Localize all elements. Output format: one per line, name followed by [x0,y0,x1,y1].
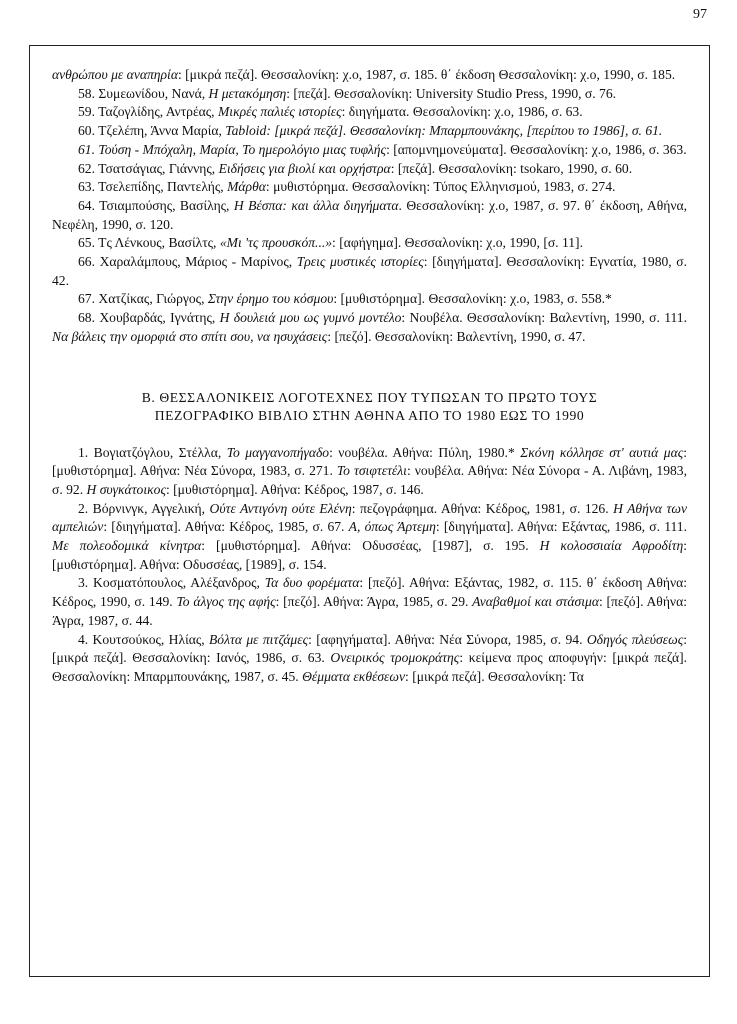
entry-text: : [διηγήματα]. Αθήνα: Εξάντας, 1986, σ. 111. [435,519,687,535]
entry-title-italic: Το τσιφτετέλι [336,463,407,479]
section-b-heading [52,389,687,426]
entry-text: 62. Τσατσάγιας, Γιάννης, [78,160,219,176]
entry-text: : [αφηγήματα]. Αθήνα: Νέα Σύνορα, 1985, σ. 94. [308,631,587,647]
entry-title-italic: Η Αθήνα των αμπελιών [52,500,687,535]
entry-title-italic: Θέμματα εκθέσεων [302,668,406,684]
entry-text: : [πεζό]. Αθήνα: Εξάντας, 1982, σ. 115. θ΄ έκδοση Αθήνα: Κέδρος, 1990, σ. 149. [52,575,687,610]
section-b-entries [52,444,687,687]
entry-text: : [διηγήματα]. Αθήνα: Κέδρος, 1985, σ. 67. [103,519,349,535]
entry-text: : νουβέλα. Αθήνα: Πύλη, 1980.* [329,444,521,460]
entry-text: : νουβέλα. Αθήνα: Νέα Σύνορα - Α. Λιβάνη, 1983, σ. 92. [52,463,687,497]
entry-title-italic: Στην έρημο του κόσμου [207,291,334,307]
section-b-heading-line-2: ΠΕΖΟΓΡΑΦΙΚΟ ΒΙΒΛΙΟ ΣΤΗΝ ΑΘΗΝΑ ΑΠΟ ΤΟ 1980 ΕΩΣ ΤΟ 1990 [154,408,585,424]
entry-text: : [μικρά πεζά]. Θεσσαλονίκη: χ.ο, 1987, σ. 185. θ΄ έκδοση Θεσσαλονίκη: χ.ο, 1990, σ. 185. [177,67,676,82]
entry-text: : [πεζό]. Αθήνα: Άγρα, 1985, σ. 29. [275,594,473,610]
bibliography-entry [52,197,687,234]
entry-title-italic: Ονειρικός τρομοκράτης [330,650,460,666]
bibliography-entry [52,141,687,160]
entry-title-italic: Η κολοσσιαία Αφροδίτη [539,538,684,554]
entry-title-italic: Η συγκάτοικος [86,481,166,497]
section-a-entries [52,66,687,347]
entry-text: 4. Κουτσούκος, Ηλίας, [78,631,209,647]
bibliography-entry [52,631,687,687]
page-number: 97 [693,7,707,22]
entry-text: 68. Χουβαρδάς, Ιγνάτης, [78,310,220,326]
entry-text: : [μυθιστόρημα]. Αθήνα: Κέδρος, 1987, σ. 146. [165,481,424,497]
entry-text: : [πεζά]. Θεσσαλονίκη: tsokaro, 1990, σ. 60. [390,160,633,176]
bibliography-entry [52,66,687,85]
page-frame [29,45,710,977]
entry-title-italic: Σκόνη κόλλησε στ' αυτιά μας [520,444,684,460]
section-b-heading-line-1: Β. ΘΕΣΣΑΛΟΝΙΚΕΙΣ ΛΟΓΟΤΕΧΝΕΣ ΠΟΥ ΤΥΠΩΣΑΝ ΤΟ ΠΡΩΤΟ ΤΟΥΣ [141,389,598,405]
entry-title-italic: Η μετακόμηση [208,85,287,101]
bibliography-entry [52,85,687,104]
entry-title-italic: Ειδήσεις για βιολί και ορχήστρα [218,160,391,176]
entry-title-italic: Το άλγος της αφής [176,594,276,610]
entry-title-italic: Βόλτα με πιτζάμες [209,631,309,647]
bibliography-entry [52,309,687,346]
entry-text: 63. Τσελεπίδης, Παντελής, [78,179,228,195]
bibliography-entry [52,160,687,179]
bibliography-entry [52,178,687,197]
entry-title-italic: Tabloid: [μικρά πεζά]. Θεσσαλονίκη: Μπαρμπουνάκης, [περίπου το 1986], σ. 61. [225,123,663,139]
entry-title-italic: Το μαγγανοπήγαδο [226,444,330,460]
bibliography-entry [52,234,687,253]
entry-text: : κείμενα προς αποφυγήν: [μικρά πεζά]. Θεσσαλονίκη: Μπαρμπουνάκης, 1987, σ. 45. [52,650,688,684]
entry-title-italic: Η δουλειά μου ως γυμνό μοντέλο [219,310,402,326]
entry-text: : [πεζά]. Θεσσαλονίκη: University Studio Press, 1990, σ. 76. [286,85,617,101]
entry-text: 59. Ταζογλίδης, Αντρέας, [78,104,218,120]
bibliography-entry [52,253,687,290]
entry-title-italic: Μικρές παλιές ιστορίες [217,104,342,120]
entry-text: : μυθιστόρημα. Θεσσαλονίκη: Τύπος Ελληνισμού, 1983, σ. 274. [265,179,616,195]
entry-text: 3. Κοσματόπουλος, Αλέξανδρος, [78,575,265,591]
bibliography-entry [52,574,687,630]
entry-text: 1. Βογιατζόγλου, Στέλλα, [78,444,227,460]
entry-text: : [μικρά πεζά]. Θεσσαλονίκη: Ιανός, 1986, σ. 63. [52,631,687,666]
entry-text: 67. Χατζίκας, Γιώργος, [78,291,208,307]
entry-title-italic: Οδηγός πλεύσεως [586,631,684,647]
entry-text: : [πεζό]. Θεσσαλονίκη: Βαλεντίνη, 1990, σ. 47. [327,328,586,344]
entry-text: : [πεζό]. Αθήνα: Άγρα, 1987, σ. 44. [52,594,687,628]
entry-text: : πεζογράφημα. Αθήνα: Κέδρος, 1981, σ. 126. [351,500,614,516]
entry-title-italic: ανθρώπου με αναπηρία [52,67,178,82]
entry-title-italic: Με πολεοδομικά κίνητρα [52,538,202,554]
entry-title-italic: Η Βέσπα: και άλλα διηγήματα [233,197,399,213]
entry-title-italic: Αναβαθμοί και στάσιμα [472,594,599,610]
entry-text: . Θεσσαλονίκη: χ.ο, 1987, σ. 97. θ΄ έκδοση, Αθήνα, Νεφέλη, 1990, σ. 120. [52,197,688,232]
entry-text: : Νουβέλα. Θεσσαλονίκη: Βαλεντίνη, 1990, σ. 111. [401,310,687,326]
entry-text: 58. Συμεωνίδου, Νανά, [78,85,209,101]
entry-title-italic: Να βάλεις την ομορφιά στο σπίτι σου, να ησυχάσεις [52,328,328,344]
entry-text: : διηγήματα. Θεσσαλονίκη: χ.ο, 1986, σ. 63. [341,104,583,120]
entry-title-italic: «Μι 'τς προυσκόπ...» [219,235,333,251]
entry-title-italic: Τα δυο φορέματα [264,575,360,591]
entry-text: : [μυθιστόρημα]. Αθήνα: Οδυσσέας, [1987], σ. 195. [201,538,540,554]
entry-title-italic: 61. Τούση - Μπόχαλη, Μαρία, Το ημερολόγιο μιας τυφλής [78,141,387,157]
entry-text: 60. Τζελέπη, Άννα Μαρία, [78,123,226,139]
entry-text: 66. Χαραλάμπους, Μάριος - Μαρίνος, [78,254,297,270]
entry-text: : [μυθιστόρημα]. Αθήνα: Οδυσσέας, [1989], σ. 154. [52,538,688,572]
entry-text: : [μυθιστόρημα]. Αθήνα: Νέα Σύνορα, 1983, σ. 271. [52,444,687,479]
entry-title-italic: Μάρθα [227,179,266,195]
bibliography-entry [52,103,687,122]
entry-text: 64. Τσιαμπούσης, Βασίλης, [78,197,234,213]
entry-text: : [διηγήματα]. Θεσσαλονίκη: Εγνατία, 1980, σ. 42. [52,254,688,288]
entry-text: : [μικρά πεζά]. Θεσσαλονίκη: Τα [405,668,584,684]
entry-text: 2. Βόρνινγκ, Αγγελική, [78,500,210,516]
bibliography-entry [52,290,687,309]
entry-text: 65. Τς Λένκους, Βασίλτς, [78,235,220,251]
bibliography-entry [52,122,687,141]
entry-title-italic: Α, όπως Άρτεμη [348,519,436,535]
bibliography-entry [52,444,687,500]
entry-title-italic: Τρεις μυστικές ιστορίες [296,254,424,270]
entry-text: : [απομνημονεύματα]. Θεσσαλονίκη: χ.ο, 1986, σ. 363. [386,141,687,157]
bibliography-entry [52,500,687,575]
entry-text: : [μυθιστόρημα]. Θεσσαλονίκη: χ.ο, 1983, σ. 558.* [333,291,612,307]
entry-text: : [αφήγημα]. Θεσσαλονίκη: χ.ο, 1990, [σ. 11]. [332,235,583,251]
entry-title-italic: Ούτε Αντιγόνη ούτε Ελένη [209,500,352,516]
